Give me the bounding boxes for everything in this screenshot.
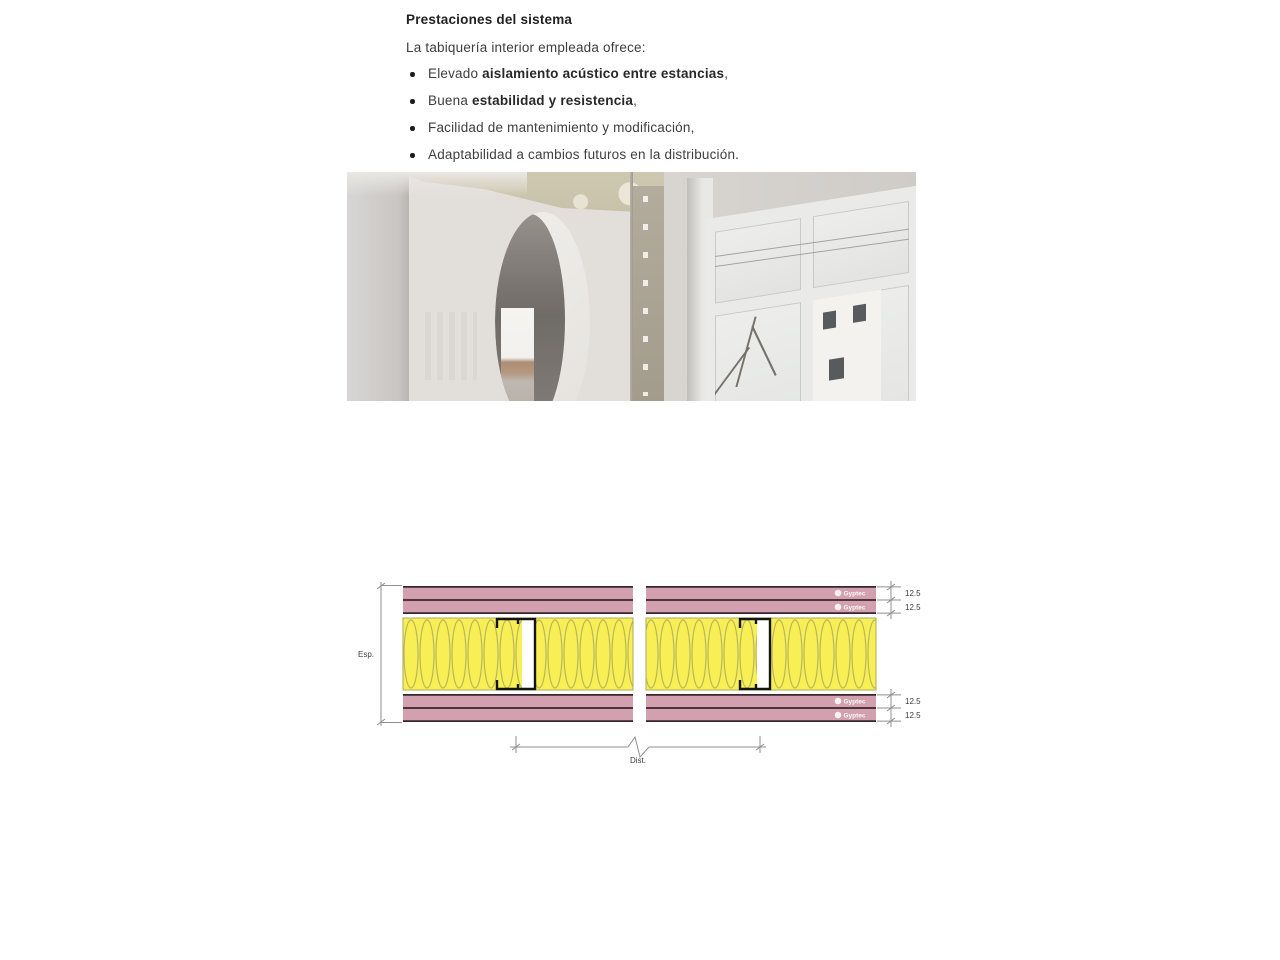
photo-joint-compound-dots <box>643 196 648 396</box>
photo-opening-interior <box>495 214 565 401</box>
photo-corner-joint-strip <box>633 186 664 401</box>
esp-dimension <box>377 582 402 726</box>
insulation-compression-gap <box>757 619 769 689</box>
photo-left-wall <box>347 172 409 401</box>
esp-label: Esp. <box>358 650 375 659</box>
list-item <box>406 93 826 120</box>
photo-ceiling-highlight <box>347 172 527 196</box>
list-item-text: Adaptabilidad a cambios futuros en la distribución. <box>428 147 740 162</box>
photo-house-window <box>823 311 836 330</box>
photo-window-pane-bottom-left <box>715 302 801 401</box>
list-item-text: Buena estabilidad y resistencia, <box>428 93 638 108</box>
photo-doorway-light <box>501 308 534 401</box>
thickness-label: 12.5 <box>905 697 921 706</box>
bullet-marker <box>410 72 415 77</box>
board-dimension-top <box>877 581 901 619</box>
gyptec-logo-icon <box>835 712 842 719</box>
thickness-label: 12.5 <box>905 589 921 598</box>
insulation-hatch <box>403 618 633 690</box>
gyptec-logo-icon <box>835 698 842 705</box>
gyptec-logo-icon <box>835 604 842 611</box>
photo-house-window <box>829 357 844 380</box>
bullet-marker <box>410 99 415 104</box>
partition-section-diagram <box>350 578 930 768</box>
list-item-text: Elevado aislamiento acústico entre estancias, <box>428 66 729 81</box>
section-heading: Prestaciones del sistema <box>406 12 573 27</box>
photo-window-frame <box>705 186 916 401</box>
list-item <box>406 147 826 174</box>
photo-window-pane-bottom-right <box>813 285 909 401</box>
photo-wall-plaster-streaks <box>425 312 477 380</box>
thickness-label: 12.5 <box>905 711 921 720</box>
brand-label: Gyptec <box>843 712 866 720</box>
photo-house-window <box>853 304 866 323</box>
wall-segment-left <box>403 586 633 722</box>
board-dimension-bottom <box>877 689 901 727</box>
intro-text: La tabiquería interior empleada ofrece: <box>406 40 646 55</box>
bullet-marker <box>410 153 415 158</box>
photo-house <box>813 289 881 401</box>
wall-segment-right <box>646 586 876 722</box>
photo-tree-branch <box>751 326 776 376</box>
photo-window <box>705 186 916 401</box>
thickness-label: 12.5 <box>905 603 921 612</box>
bullet-marker <box>410 126 415 131</box>
insulation-compression-gap <box>522 619 534 689</box>
list-item <box>406 66 826 93</box>
construction-photo <box>347 172 916 401</box>
brand-label: Gyptec <box>843 604 866 612</box>
list-item <box>406 120 826 147</box>
brand-label: Gyptec <box>843 590 866 598</box>
brand-label: Gyptec <box>843 698 866 706</box>
dist-dimension <box>510 736 766 757</box>
list-item-text: Facilidad de mantenimiento y modificación, <box>428 120 695 135</box>
dist-label: Dist. <box>630 756 646 765</box>
bullet-list <box>406 66 826 174</box>
gyptec-logo-icon <box>835 590 842 597</box>
